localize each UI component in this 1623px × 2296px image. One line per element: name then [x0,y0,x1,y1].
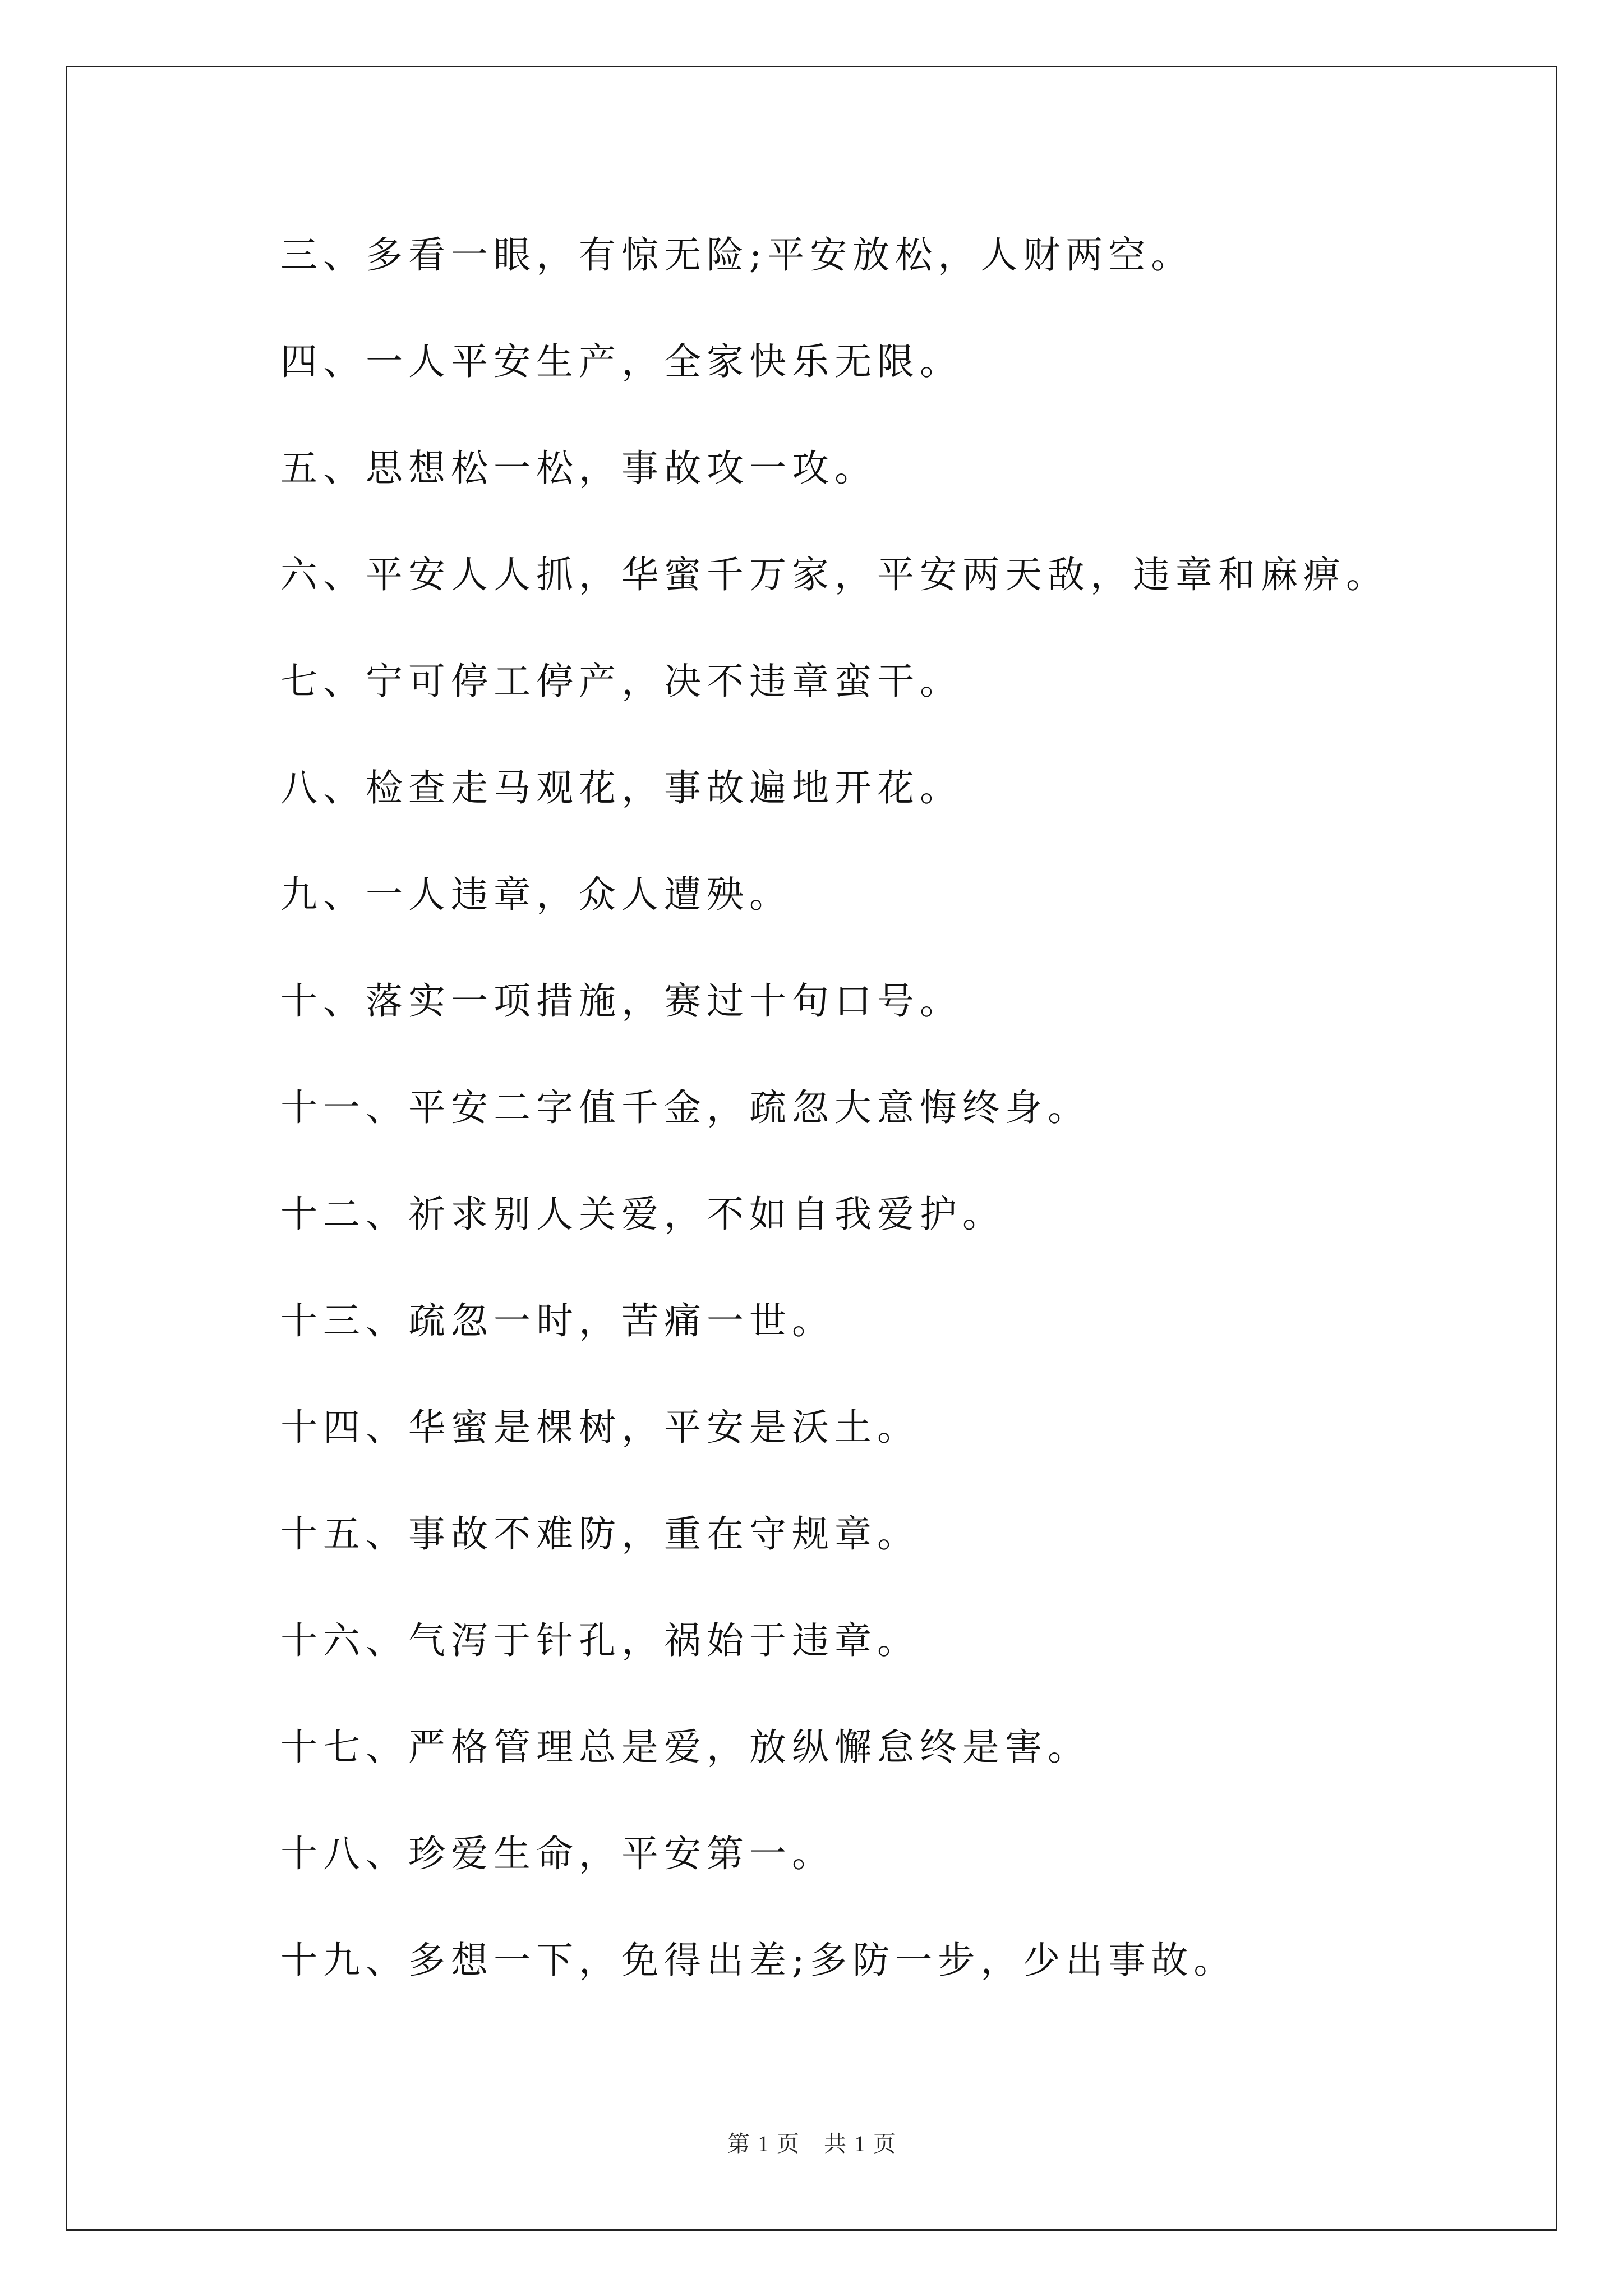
list-item: 十八、珍爱生命，平安第一。 [280,1832,834,1875]
list-item: 十三、疏忽一时，苦痛一世。 [280,1299,834,1342]
list-item: 十、落实一项措施，赛过十句口号。 [280,979,962,1023]
list-item: 九、一人违章，众人遭殃。 [280,873,792,916]
list-item: 五、思想松一松，事故攻一攻。 [280,447,877,490]
list-item: 十一、平安二字值千金，疏忽大意悔终身。 [280,1086,1090,1129]
list-item: 十二、祈求别人关爱，不如自我爱护。 [280,1193,1005,1236]
list-item: 八、检查走马观花，事故遍地开花。 [280,766,962,809]
list-item: 六、平安人人抓，华蜜千万家，平安两天敌，违章和麻痹。 [280,553,1389,596]
document-body [280,222,1486,2033]
list-item: 十四、华蜜是棵树，平安是沃土。 [280,1406,920,1449]
page-footer [0,2126,1623,2158]
list-item: 十五、事故不难防，重在守规章。 [280,1512,920,1556]
list-item: 三、多看一眼，有惊无险;平安放松，人财两空。 [280,233,1194,277]
page-total: 共 1 页 [824,2131,896,2156]
list-item: 十九、多想一下，免得出差;多防一步，少出事故。 [280,1939,1237,1982]
list-item: 四、一人平安生产，全家快乐无限。 [280,340,962,383]
list-item: 七、宁可停工停产，决不违章蛮干。 [280,660,962,703]
list-item: 十六、气泻于针孔，祸始于违章。 [280,1619,920,1662]
page-number: 第 1 页 [727,2131,799,2156]
list-item: 十七、严格管理总是爱，放纵懈怠终是害。 [280,1726,1090,1769]
